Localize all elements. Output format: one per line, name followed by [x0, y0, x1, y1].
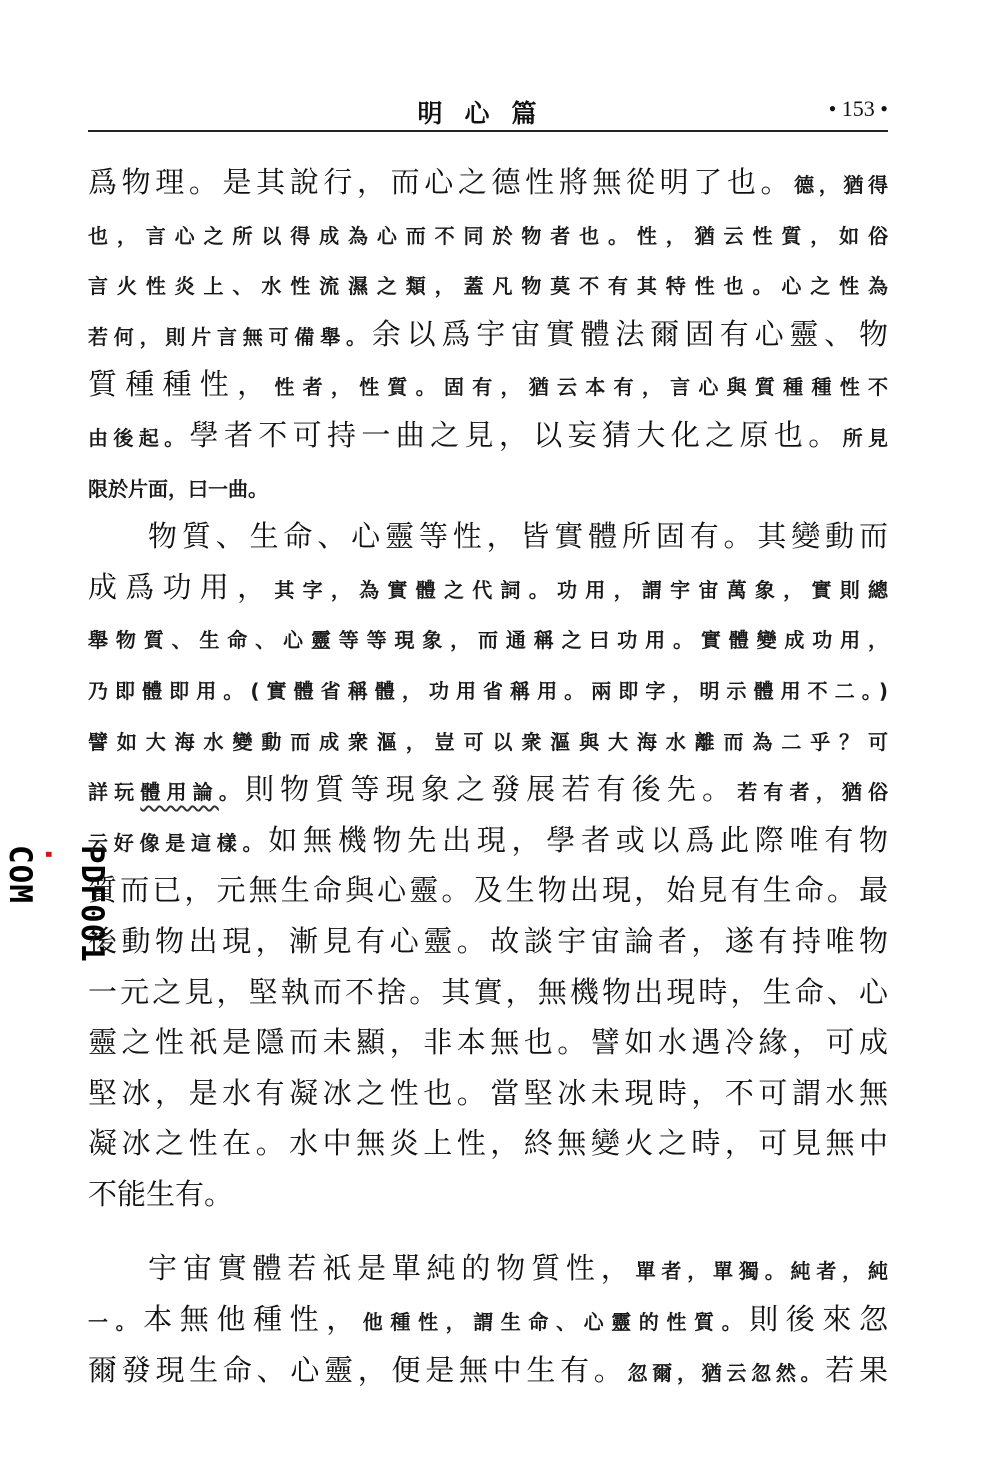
page-body	[88, 157, 888, 1395]
annotation-text: 。	[218, 780, 245, 805]
annotation-text: 性者，性質。固有，猶云本有，言心與質種種性不	[274, 375, 888, 400]
annotation-text: 若有者，猶俗	[737, 780, 888, 805]
text-line	[88, 967, 888, 1018]
header-rule	[88, 130, 888, 132]
annotation-text: 言火性炎上、水性流濕之類，蓋凡物莫不有其特性也。心之性為	[88, 274, 888, 299]
text-line	[88, 714, 888, 765]
main-text: 成爲功用，	[88, 569, 275, 604]
running-header	[88, 90, 888, 130]
main-text: 本無他種性，	[143, 1302, 363, 1337]
main-text: 學者不可持一曲之見，以妄猜大化之原也。	[189, 417, 843, 452]
main-text: 後動物出現，漸見有心靈。故談宇宙論者，遂有持唯物	[88, 923, 888, 958]
annotation-text: 德，猶得	[794, 173, 888, 197]
main-text: 靈之性祇是隱而未顯，非本無也。譬如水遇冷緣，可成	[88, 1025, 888, 1060]
text-line	[88, 663, 888, 714]
main-text: 則物質等現象之發展若有後先。	[244, 772, 738, 807]
text-line	[88, 1345, 888, 1396]
watermark-prefix: PDF001	[74, 845, 110, 963]
text-line	[88, 815, 888, 866]
main-text: 宇宙實體若祇是單純的物質性，	[148, 1251, 636, 1286]
text-line	[88, 1169, 888, 1220]
annotation-text: 由後起。	[88, 425, 190, 450]
text-line	[88, 208, 888, 259]
chapter-title: 明心篇	[417, 99, 559, 128]
main-text: 則後來忽	[749, 1302, 888, 1337]
text-line	[88, 461, 888, 512]
paragraph-gap	[88, 1219, 888, 1243]
main-text: 不能生有。	[88, 1176, 234, 1211]
annotation-text: 其字，為實體之代詞。功用，謂宇宙萬象，實則總	[274, 577, 888, 602]
text-line	[88, 612, 888, 663]
annotation-text: 乃即體即用。(實體省稱體，功用省稱用。兩即字，明示體用不二。)	[88, 678, 888, 703]
main-text: 質而已，元無生命與心靈。及生物出現，始見有生命。最	[88, 873, 888, 908]
annotation-text: 舉物質、生命、心靈等等現象，而通稱之曰功用。實體變成功用，	[88, 628, 888, 653]
text-line	[88, 1017, 888, 1068]
watermark-dot: .	[38, 845, 74, 865]
text-line	[88, 562, 888, 613]
main-text: 若果	[825, 1352, 888, 1387]
text-line	[88, 1068, 888, 1119]
text-line	[88, 309, 888, 360]
annotation-text: 譬如大海水變動而成衆漚，豈可以衆漚與大海水離而為二乎？可	[88, 729, 888, 754]
main-text: 爾發現生命、心靈，便是無中生有。	[88, 1352, 628, 1387]
text-line	[88, 157, 888, 208]
text-line	[88, 916, 888, 967]
text-line	[88, 1294, 888, 1345]
main-text: 爲物理。是其說行，而心之德性將無從明了也。	[88, 165, 795, 199]
text-line	[88, 258, 888, 309]
annotation-text: 他種性，謂生命、心靈的性質。	[362, 1310, 750, 1335]
annotation-text: 一。	[88, 1310, 144, 1335]
annotation-text: 詳玩	[88, 780, 141, 805]
main-text: 凝冰之性在。水中無炎上性，終無變火之時，可見無中	[88, 1126, 888, 1161]
text-line	[88, 764, 888, 815]
main-text: 一元之見，堅執而不捨。其實，無機物出現時，生命、心	[88, 974, 888, 1009]
annotation-text: 忽爾，猶云忽然。	[627, 1360, 826, 1385]
main-text: 如無機物先出現，學者或以爲此際唯有物	[268, 822, 888, 857]
book-title-reference: 體用論	[140, 780, 219, 805]
annotation-text: 所見	[842, 425, 888, 450]
text-line	[88, 410, 888, 461]
main-text: 質種種性，	[88, 367, 275, 402]
annotation-text: 云好像是這樣。	[88, 830, 269, 855]
main-text: 堅冰，是水有凝冰之性也。當堅冰未現時，不可謂水無	[88, 1075, 888, 1110]
watermark-suffix: COM	[2, 845, 38, 904]
annotation-text: 限於片面，曰一曲。	[88, 476, 268, 501]
text-line	[88, 1118, 888, 1169]
text-line	[88, 1243, 888, 1294]
main-text: 物質、生命、心靈等性，皆實體所固有。其變動而	[148, 519, 888, 554]
main-text: 余以爲宇宙實體法爾固有心靈、物	[371, 316, 888, 351]
site-watermark	[2, 845, 110, 1045]
annotation-text: 若何，則片言無可備舉。	[88, 324, 372, 349]
text-line	[88, 359, 888, 410]
annotation-text: 也，言心之所以得成為心而不同於物者也。性，猶云性質，如俗	[88, 223, 888, 248]
text-line	[88, 511, 888, 562]
page-number: • 153 •	[828, 96, 888, 121]
text-line	[88, 865, 888, 916]
annotation-text: 單者，單獨。純者，純	[635, 1259, 888, 1284]
